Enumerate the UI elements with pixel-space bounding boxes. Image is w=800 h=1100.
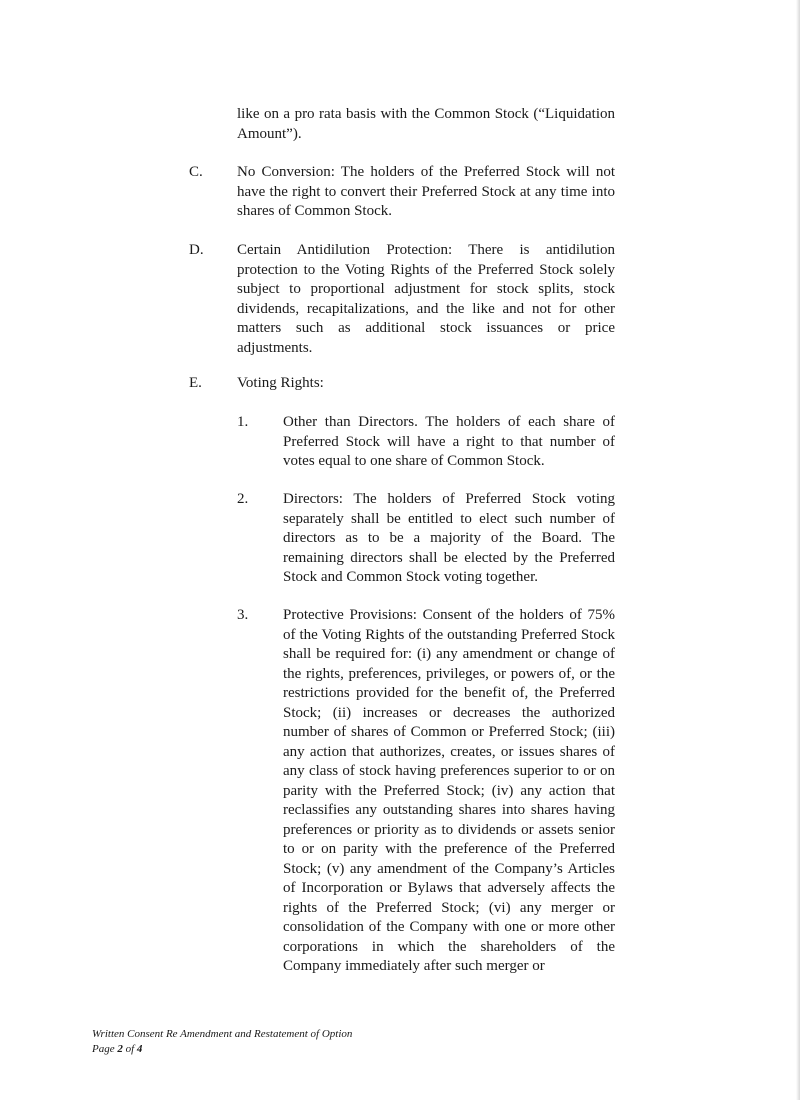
- page-edge-shadow: [796, 0, 800, 1100]
- subitem-1-label: 1.: [237, 414, 249, 430]
- footer-title: Written Consent Re Amendment and Restatement of Option: [92, 1028, 353, 1040]
- footer-page-number: [92, 1042, 352, 1057]
- section-c-text: No Conversion: The holders of the Preferred Stock will not have the right to convert their Preferred Stock at any time into shares of Common Stock.: [237, 164, 615, 219]
- footer-page-total: 4: [136, 1042, 143, 1055]
- section-c-label: C.: [189, 164, 203, 180]
- footer-page-prefix: Page: [92, 1042, 118, 1055]
- section-e-label: E.: [189, 375, 202, 391]
- subitem-1-text: Other than Directors. The holders of each share of Preferred Stock will have a right to that number of votes equal to one share of Common Stock.: [283, 414, 615, 469]
- subitem-2-label: 2.: [237, 491, 249, 507]
- footer-page-mid: of: [122, 1042, 137, 1055]
- intro-paragraph: like on a pro rata basis with the Common Stock (“Liquidation Amount”).: [237, 106, 615, 142]
- section-d-label: D.: [189, 242, 204, 258]
- subitem-2-text: Directors: The holders of Preferred Stock voting separately shall be entitled to elect such number of directors as to be a majority of the Board. The remaining directors shall be elected by the Preferred Stock and Common Stock voting together.: [283, 491, 615, 585]
- subitem-3-label: 3.: [237, 607, 249, 623]
- footer-page-current: 2: [117, 1042, 123, 1055]
- subitem-3-text: Protective Provisions: Consent of the holders of 75% of the Voting Rights of the outstanding Preferred Stock shall be required for: (i) any amendment or change of the rights, preferences, privileges, or powers of, or the restrictions provided for the benefit of, the Preferred Stock; (ii) increases or decreases the authorized number of shares of Common or Preferred Stock; (iii) any action that authorizes, creates, or issues shares of any class of stock having preferences superior to or on parity with the Preferred Stock; (iv) any action that reclassifies any outstanding shares into shares having preferences or priority as to dividends or assets senior to or on parity with the preference of the Preferred Stock; (v) any amendment of the Company’s Articles of Incorporation or Bylaws that adversely affects the rights of the Preferred Stock; (vi) any merger or consolidation of the Company with one or more other corporations in which the shareholders of the Company immediately after such merger or: [283, 607, 615, 974]
- section-e-text: Voting Rights:: [237, 375, 324, 391]
- section-d-text: Certain Antidilution Protection: There is antidilution protection to the Voting Rights of the Preferred Stock solely subject to proportional adjustment for stock splits, stock dividends, recapitalizations, and the like and not for other matters such as additional stock issuances or price adjustments.: [237, 242, 615, 356]
- page-footer: [92, 1027, 352, 1056]
